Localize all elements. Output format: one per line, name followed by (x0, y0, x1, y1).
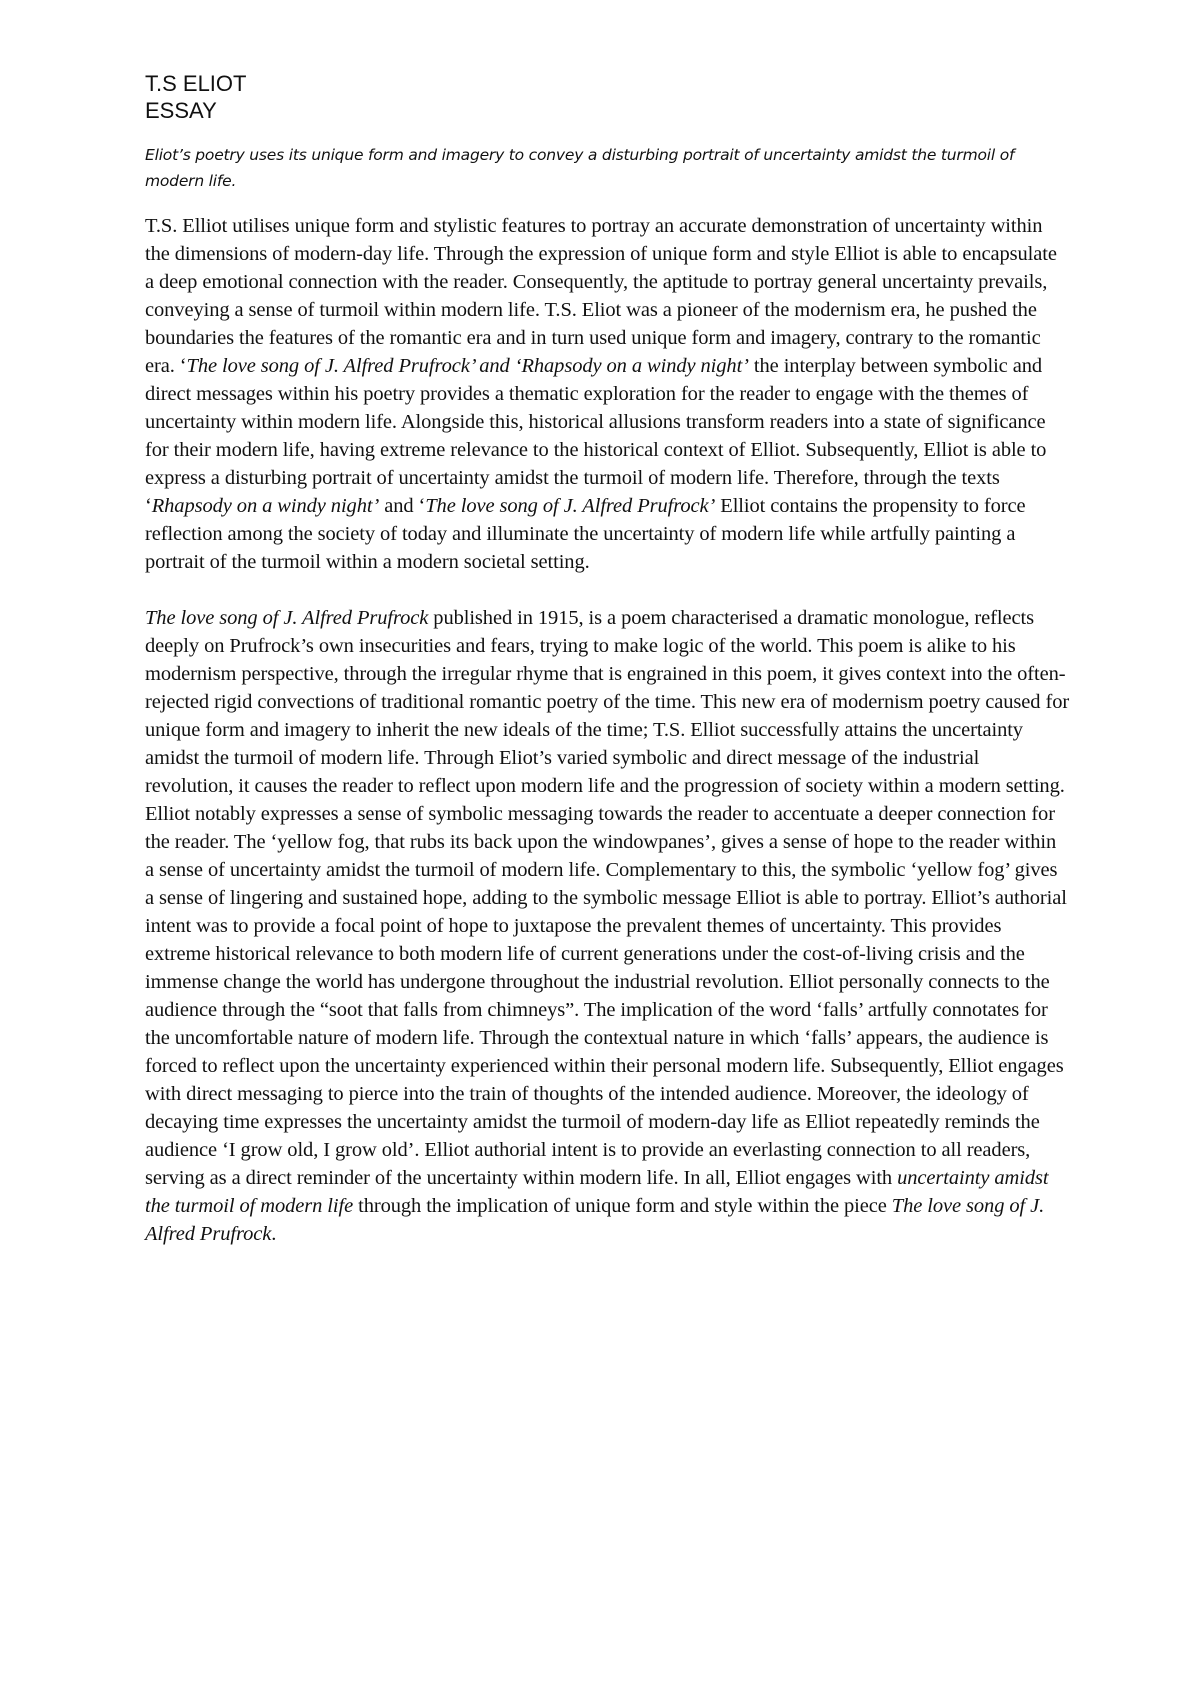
paragraph-run: the interplay between symbolic and direct messages within his poetry provides a thematic exploration for the reader to engage with the themes of uncertainty within modern life. Alongside this, historical allusions transform readers into a state of significance for their modern life, having extreme relevance to the historical context of Elliot. Subsequently, Elliot is able to express a disturbing portrait of uncertainty amidst the turmoil of modern life. Therefore, through the texts ‘ (145, 355, 1047, 517)
document-page (145, 70, 1070, 1276)
thesis-statement: Eliot’s poetry uses its unique form and imagery to convey a disturbing portrait of uncertainty amidst the turmoil of modern life. (145, 146, 1015, 190)
paragraph-run: . (271, 1223, 277, 1245)
paragraph-run: T.S. Elliot utilises unique form and stylistic features to portray an accurate demonstration of uncertainty within the dimensions of modern-day life. Through the expression of unique form and style Elliot is able to encapsulate a deep emotional connection with the reader. Consequently, the aptitude to portray general uncertainty prevails, conveying a sense of turmoil within modern life. T.S. Eliot was a pioneer of the modernism era, he pushed the boundaries the features of the romantic era and in turn used unique form and imagery, contrary to the romantic era. ‘ (145, 215, 1057, 377)
paragraph-run-italic: The love song of J. Alfred Prufrock’ and ‘Rhapsody on a windy night’ (186, 355, 749, 377)
title-line-1: T.S ELIOT (145, 71, 247, 96)
paragraph-run: through the implication of unique form and style within the piece (353, 1195, 892, 1217)
paragraph-run-italic: The love song of J. Alfred Prufrock (145, 607, 429, 629)
paragraph-run: Elliot contains the propensity to force reflection among the society of today and illuminate the uncertainty of modern life while artfully painting a portrait of the turmoil within a modern societal setting. (145, 495, 1026, 573)
title-line-2: ESSAY (145, 98, 217, 123)
paragraph-run-italic: Rhapsody on a windy night’ (151, 495, 380, 517)
document-title (145, 70, 1070, 124)
paragraph-run: published in 1915, is a poem characterised a dramatic monologue, reflects deeply on Prufrock’s own insecurities and fears, trying to make logic of the world. This poem is alike to his modernism perspective, through the irregular rhyme that is engrained in this poem, it gives context into the often-rejected rigid convections of traditional romantic poetry of the time. This new era of modernism poetry caused for unique form and imagery to inherit the new ideals of the time; T.S. Elliot successfully attains the uncertainty amidst the turmoil of modern life. Through Eliot’s varied symbolic and direct message of the industrial revolution, it causes the reader to reflect upon modern life and the progression of society within a modern setting. Elliot notably expresses a sense of symbolic messaging towards the reader to accentuate a deeper connection for the reader. The ‘yellow fog, that rubs its back upon the windowpanes’, gives a sense of hope to the reader within a sense of uncertainty amidst the turmoil of modern life. Complementary to this, the symbolic ‘yellow fog’ gives a sense of lingering and sustained hope, adding to the symbolic message Elliot is able to portray. Elliot’s authorial intent was to provide a focal point of hope to juxtapose the prevalent themes of uncertainty. This provides extreme historical relevance to both modern life of current generations under the cost-of-living crisis and the immense change the world has undergone throughout the industrial revolution. Elliot personally connects to the audience through the “soot that falls from chimneys”. The implication of the word ‘falls’ artfully connotates for the uncomfortable nature of modern life. Through the contextual nature in which ‘falls’ appears, the audience is forced to reflect upon the uncertainty experienced within their personal modern life. Subsequently, Elliot engages with direct messaging to pierce into the train of thoughts of the intended audience. Moreover, the ideology of decaying time expresses the uncertainty amidst the turmoil of modern-day life as Elliot repeatedly reminds the audience ‘I grow old, I grow old’. Elliot authorial intent is to provide an everlasting connection to all readers, serving as a direct reminder of the uncertainty within modern life. In all, Elliot engages with (145, 607, 1070, 1189)
paragraph-1 (145, 212, 1070, 576)
paragraph-run: and ‘ (379, 495, 426, 517)
paragraph-2 (145, 604, 1070, 1248)
paragraph-run-italic: The love song of J. Alfred Prufrock’ (425, 495, 716, 517)
paragraph-run-italic: uncertainty amidst the turmoil of modern life (145, 1167, 1049, 1217)
paragraph-run-italic: The love song of J. Alfred Prufrock (145, 1195, 1045, 1245)
